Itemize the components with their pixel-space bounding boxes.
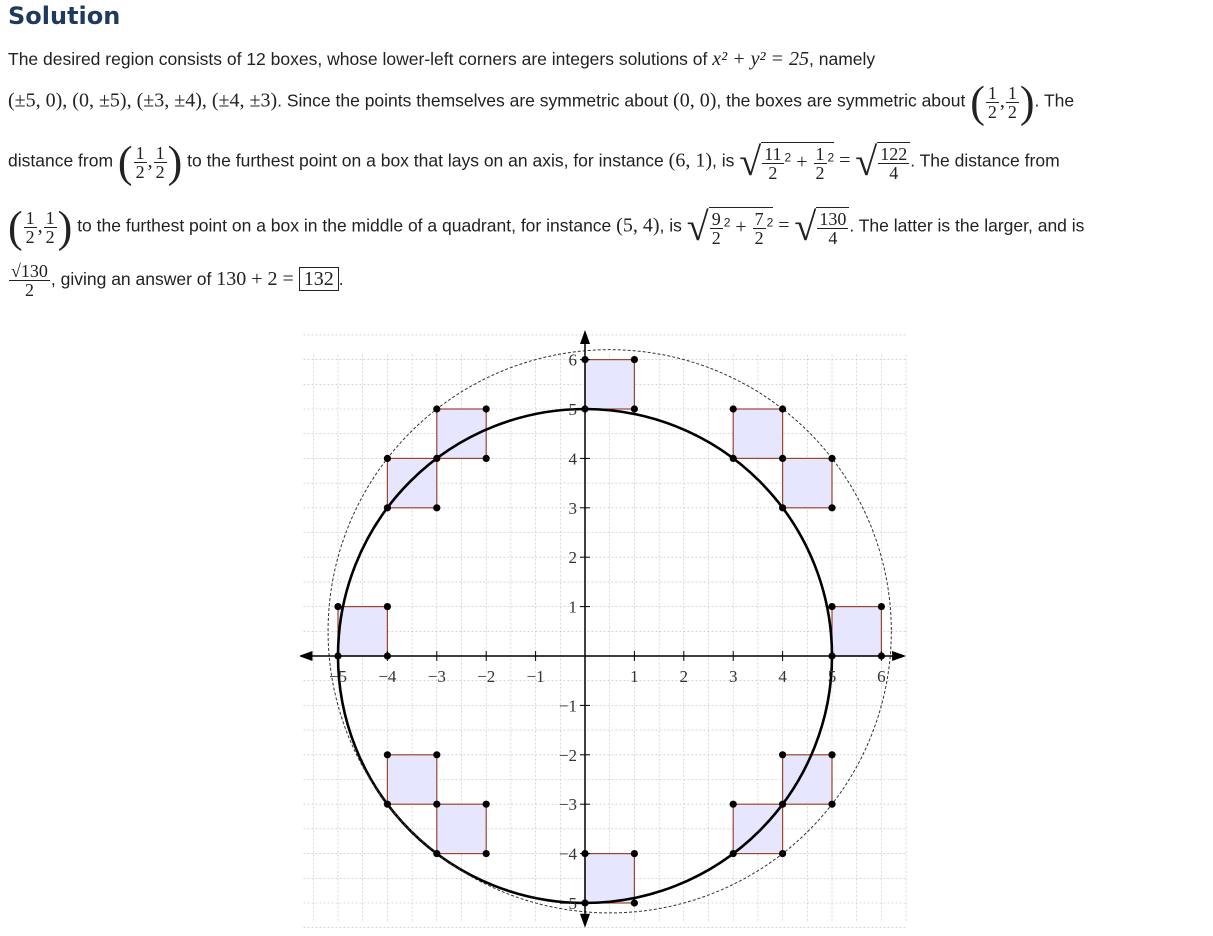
p2-text-a: . Since the points themselves are symmetric about [277, 90, 669, 111]
x-tick-label: 5 [827, 667, 837, 686]
solution-heading: Solution [8, 2, 121, 30]
corner-dot [433, 405, 440, 412]
p5-end: . [338, 269, 344, 290]
x-tick-label: −5 [328, 667, 348, 686]
axes [300, 330, 906, 928]
p1-text-b: , namely [809, 49, 876, 69]
x-tick-label: 6 [877, 667, 886, 686]
p3-text-d: . The distance from [910, 150, 1060, 171]
corner-dot [631, 405, 638, 412]
p4-text-a: to the furthest point on a box in the middle of a quadrant, for instance [77, 215, 612, 236]
corner-dot [730, 850, 737, 857]
quadrant-distance-sqrt: √ $\frac{9}{2}$ $^2$ + $\frac{7}{2}$ $^2$ [686, 204, 774, 249]
text-line-4: ( $\frac{1}{2}$ , $\frac{1}{2}$ ) to the furthest point on a box in the middle of a quadrant, for instance (5, 4), is √ $\frac{9}{2}$ $^2$ + $\frac{7}{2}$ $^2$ = √ $\frac{130}{4}$ . The latter is the larger, and is [8, 202, 1085, 251]
corner-dot [828, 751, 835, 758]
y-tick-label: 1 [568, 597, 577, 617]
circle-equation: x² + y² = 25 [712, 48, 810, 70]
final-radius: $\frac{√130}{2}$ [11, 261, 48, 300]
corner-dot [483, 801, 490, 808]
corner-dot [779, 751, 786, 758]
corner-dot [384, 603, 391, 610]
corner-dot [828, 504, 835, 511]
p2-text-b: , the boxes are symmetric about [716, 90, 966, 111]
axis-example-point: (6, 1) [668, 149, 712, 172]
p3-text-a: distance from [8, 150, 114, 171]
x-axis-arrow-right [892, 651, 906, 661]
x-tick-label: −4 [378, 667, 397, 686]
x-tick-label: 3 [728, 667, 738, 686]
corner-dot [779, 455, 786, 462]
p3-text-b: to the furthest point on a box that lays on an axis, for instance [187, 150, 664, 171]
corner-dot [779, 850, 786, 857]
x-tick-label: −1 [526, 667, 545, 686]
y-tick-label: 5 [568, 400, 577, 419]
corner-dot [384, 751, 391, 758]
corner-dot [384, 801, 391, 808]
corner-dot [433, 455, 440, 462]
y-tick-label: 6 [568, 350, 577, 370]
quadrant-example-point: (5, 4) [616, 214, 660, 237]
corner-dot [581, 899, 588, 906]
corner-dot [779, 405, 786, 412]
box [783, 458, 832, 507]
corner-dot [581, 850, 588, 857]
quadrant-distance-result: √ $\frac{130}{4}$ [794, 207, 849, 247]
y-tick-label: −1 [558, 696, 577, 716]
corner-dot [433, 801, 440, 808]
corner-dot [483, 405, 490, 412]
x-axis-arrow-left [300, 651, 312, 661]
p3-text-c: , is [712, 150, 735, 171]
corner-dot [730, 405, 737, 412]
origin-point: (0, 0) [673, 89, 717, 112]
center-point: ( $\frac{1}{2}$ , $\frac{1}{2}$ ) [8, 202, 73, 251]
box [437, 804, 486, 853]
corner-dot [730, 801, 737, 808]
center-point: ( $\frac{1}{2}$ , $\frac{1}{2}$ ) [117, 137, 183, 186]
y-tick-label: −3 [558, 795, 577, 815]
y-tick-label: 3 [568, 498, 577, 518]
corner-dot [334, 603, 341, 610]
corner-dot [828, 455, 835, 462]
corner-dot [384, 504, 391, 511]
x-tick-label: −3 [427, 667, 446, 686]
corner-dot [433, 850, 440, 857]
corner-dot [483, 455, 490, 462]
axis-distance-sqrt: √ $\frac{11}{2}$ $^2$ + $\frac{1}{2}$ $^2$ [739, 139, 835, 184]
corner-dot [779, 801, 786, 808]
p4-text-c: . The latter is the larger, and is [849, 215, 1085, 236]
box [733, 409, 782, 458]
x-tick-label: 2 [679, 667, 689, 686]
corner-dot [631, 850, 638, 857]
grid-lines [303, 335, 906, 928]
corner-dot [878, 652, 885, 659]
box [832, 607, 881, 656]
p5-text-a: , giving an answer of [50, 269, 212, 290]
y-tick-label: 2 [568, 548, 577, 568]
corner-dot [433, 504, 440, 511]
answer-expression: 130 + 2 = [216, 268, 294, 291]
corner-dot [483, 850, 490, 857]
axis-distance-result: √ $\frac{122}{4}$ [855, 142, 910, 182]
corner-dot [334, 652, 341, 659]
boxed-answer: 132 [299, 267, 339, 291]
corner-dot [384, 652, 391, 659]
corner-dot [828, 801, 835, 808]
text-line-3: distance from ( $\frac{1}{2}$ , $\frac{1}{2}$ ) to the furthest point on a box that lays on an axis, for instance (6, 1), is √ $\frac{11}{2}$ $^2$ + $\frac{1}{2}$ $^2$ = √ $\frac{122}{4}$ . The distance from [8, 137, 1060, 186]
corner-dot [581, 405, 588, 412]
y-axis-arrow-up [580, 330, 590, 344]
p2-text-c: . The [1034, 90, 1075, 111]
corner-dot [878, 603, 885, 610]
corner-dot [581, 356, 588, 363]
y-tick-label: −2 [558, 745, 577, 765]
corner-dot [631, 356, 638, 363]
corner-dot [730, 455, 737, 462]
p4-text-b: , is [659, 215, 682, 236]
coordinate-graph [300, 330, 915, 930]
center-point: ( $\frac{1}{2}$ , $\frac{1}{2}$ ) [970, 77, 1035, 126]
corner-dot [631, 899, 638, 906]
y-tick-label: 4 [568, 449, 577, 469]
text-line-2 [8, 77, 1075, 126]
corner-dot [828, 652, 835, 659]
box [585, 360, 634, 409]
p1-text-a: The desired region consists of 12 boxes, whose lower-left corners are integers solutions of [8, 49, 708, 69]
text-line-5 [8, 262, 344, 299]
corner-dot [779, 504, 786, 511]
y-tick-label: −4 [558, 844, 577, 864]
box [585, 854, 634, 903]
x-tick-label: 4 [778, 667, 787, 686]
y-axis-arrow-down [580, 914, 590, 928]
corner-dot [433, 751, 440, 758]
text-line-1 [8, 48, 875, 71]
x-tick-label: −2 [477, 667, 496, 686]
corner-dot [384, 455, 391, 462]
y-tick-label: −5 [558, 894, 577, 913]
corner-dot [828, 603, 835, 610]
lattice-points: (±5, 0), (0, ±5), (±3, ±4), (±4, ±3) [8, 89, 278, 112]
x-tick-label: 1 [630, 667, 639, 686]
box [338, 607, 387, 656]
box [387, 755, 436, 804]
